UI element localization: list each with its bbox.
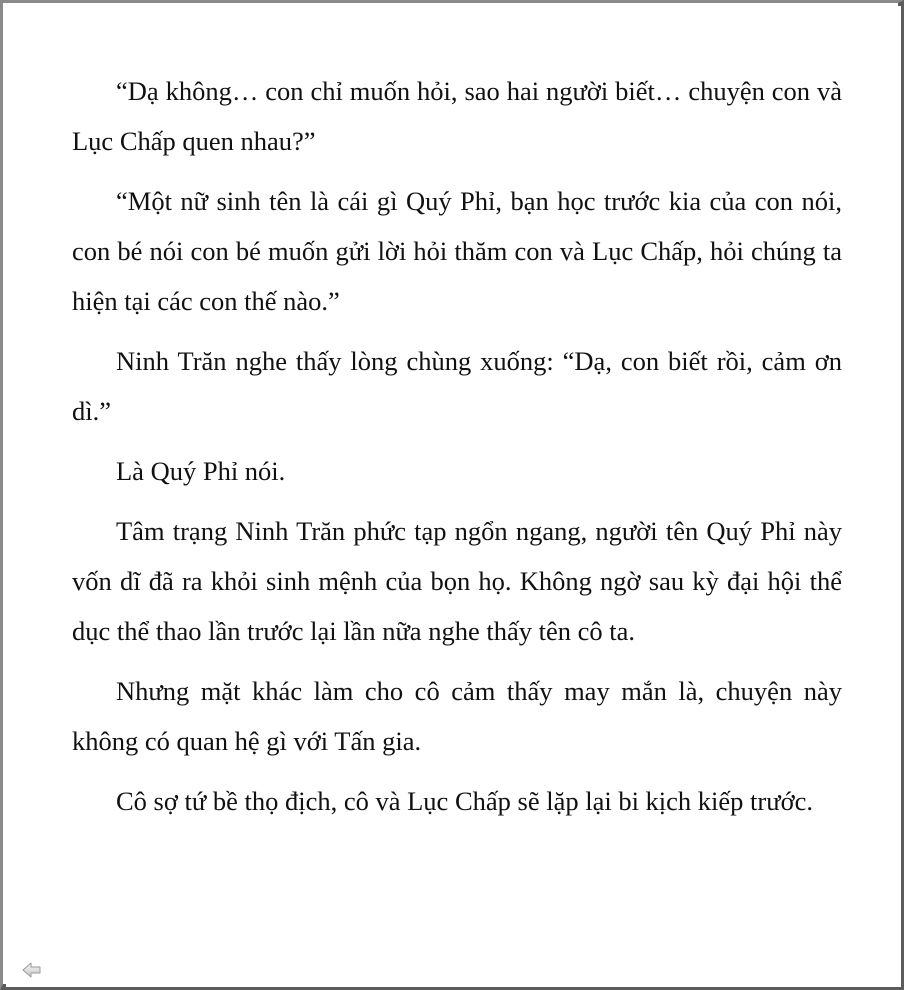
paragraph: “Dạ không… con chỉ muốn hỏi, sao hai người biết… chuyện con và Lục Chấp quen nhau?” — [72, 76, 842, 156]
paragraph: Ninh Trăn nghe thấy lòng chùng xuống: “Dạ, con biết rồi, cảm ơn dì.” — [72, 346, 842, 426]
document-page — [6, 6, 901, 987]
paragraph: Tâm trạng Ninh Trăn phức tạp ngổn ngang, người tên Quý Phỉ này vốn dĩ đã ra khỏi sinh mệnh của bọn họ. Không ngờ sau kỳ đại hội thể dục thể thao lần trước lại lần nữa nghe thấy tên cô ta. — [72, 516, 842, 646]
back-arrow-icon-graphic — [22, 961, 42, 979]
paragraph: Cô sợ tứ bề thọ địch, cô và Lục Chấp sẽ lặp lại bi kịch kiếp trước. — [116, 786, 814, 816]
paragraph: Là Quý Phỉ nói. — [116, 456, 286, 486]
document-body — [72, 66, 842, 836]
paragraph: Nhưng mặt khác làm cho cô cảm thấy may mắn là, chuyện này không có quan hệ gì với Tấn gia. — [72, 676, 842, 756]
back-arrow-icon[interactable] — [22, 961, 42, 979]
paragraph: “Một nữ sinh tên là cái gì Quý Phỉ, bạn học trước kia của con nói, con bé nói con bé muốn gửi lời hỏi thăm con và Lục Chấp, hỏi chúng ta hiện tại các con thế nào.” — [72, 186, 842, 316]
